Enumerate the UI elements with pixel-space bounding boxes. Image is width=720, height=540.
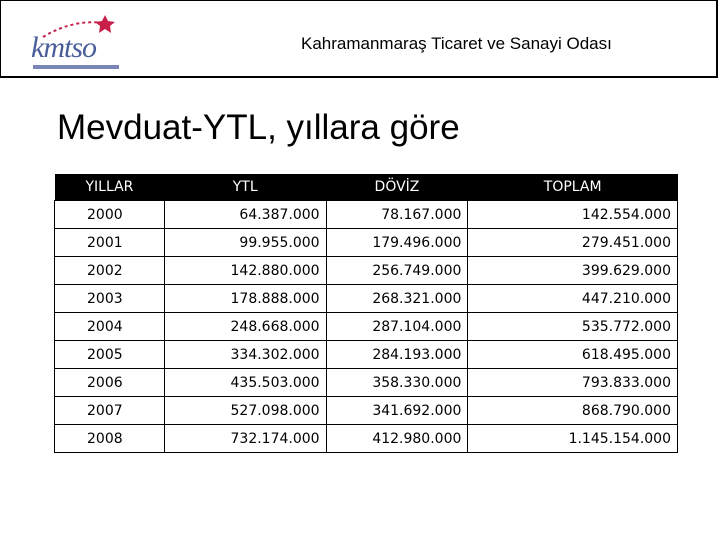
header-bar (0, 0, 718, 78)
cell-year: 2008 (55, 425, 165, 453)
cell-total: 868.790.000 (468, 397, 678, 425)
cell-total: 618.495.000 (468, 341, 678, 369)
deposits-table (54, 174, 678, 453)
cell-total: 535.772.000 (468, 313, 678, 341)
cell-year: 2004 (55, 313, 165, 341)
page-title: Mevduat-YTL, yıllara göre (57, 108, 460, 147)
cell-total: 279.451.000 (468, 229, 678, 257)
cell-doviz: 256.749.000 (326, 257, 468, 285)
cell-ytl: 142.880.000 (164, 257, 326, 285)
table-header-row (55, 174, 678, 201)
cell-doviz: 284.193.000 (326, 341, 468, 369)
cell-total: 142.554.000 (468, 201, 678, 229)
cell-year: 2003 (55, 285, 165, 313)
table-row (55, 397, 678, 425)
cell-ytl: 527.098.000 (164, 397, 326, 425)
cell-year: 2005 (55, 341, 165, 369)
cell-ytl: 178.888.000 (164, 285, 326, 313)
cell-total: 447.210.000 (468, 285, 678, 313)
kmtso-logo (23, 11, 123, 73)
table-row (55, 341, 678, 369)
cell-doviz: 179.496.000 (326, 229, 468, 257)
cell-doviz: 341.692.000 (326, 397, 468, 425)
column-header-total: TOPLAM (468, 174, 678, 201)
cell-total: 399.629.000 (468, 257, 678, 285)
table-row (55, 425, 678, 453)
cell-ytl: 732.174.000 (164, 425, 326, 453)
table-body (55, 201, 678, 453)
cell-doviz: 358.330.000 (326, 369, 468, 397)
table-row (55, 313, 678, 341)
cell-year: 2000 (55, 201, 165, 229)
column-header-ytl: YTL (164, 174, 326, 201)
table-row (55, 201, 678, 229)
table-row (55, 229, 678, 257)
cell-doviz: 412.980.000 (326, 425, 468, 453)
table-row (55, 257, 678, 285)
cell-year: 2001 (55, 229, 165, 257)
cell-year: 2002 (55, 257, 165, 285)
cell-ytl: 435.503.000 (164, 369, 326, 397)
cell-total: 793.833.000 (468, 369, 678, 397)
cell-year: 2006 (55, 369, 165, 397)
cell-ytl: 334.302.000 (164, 341, 326, 369)
column-header-years: YILLAR (55, 174, 165, 201)
cell-doviz: 78.167.000 (326, 201, 468, 229)
cell-ytl: 248.668.000 (164, 313, 326, 341)
cell-doviz: 268.321.000 (326, 285, 468, 313)
table-row (55, 285, 678, 313)
cell-total: 1.145.154.000 (468, 425, 678, 453)
cell-ytl: 99.955.000 (164, 229, 326, 257)
organization-name: Kahramanmaraş Ticaret ve Sanayi Odası (301, 34, 612, 53)
cell-year: 2007 (55, 397, 165, 425)
logo-underline (33, 65, 119, 69)
column-header-doviz: DÖVİZ (326, 174, 468, 201)
cell-ytl: 64.387.000 (164, 201, 326, 229)
table-row (55, 369, 678, 397)
cell-doviz: 287.104.000 (326, 313, 468, 341)
logo-text: kmtso (31, 31, 96, 64)
